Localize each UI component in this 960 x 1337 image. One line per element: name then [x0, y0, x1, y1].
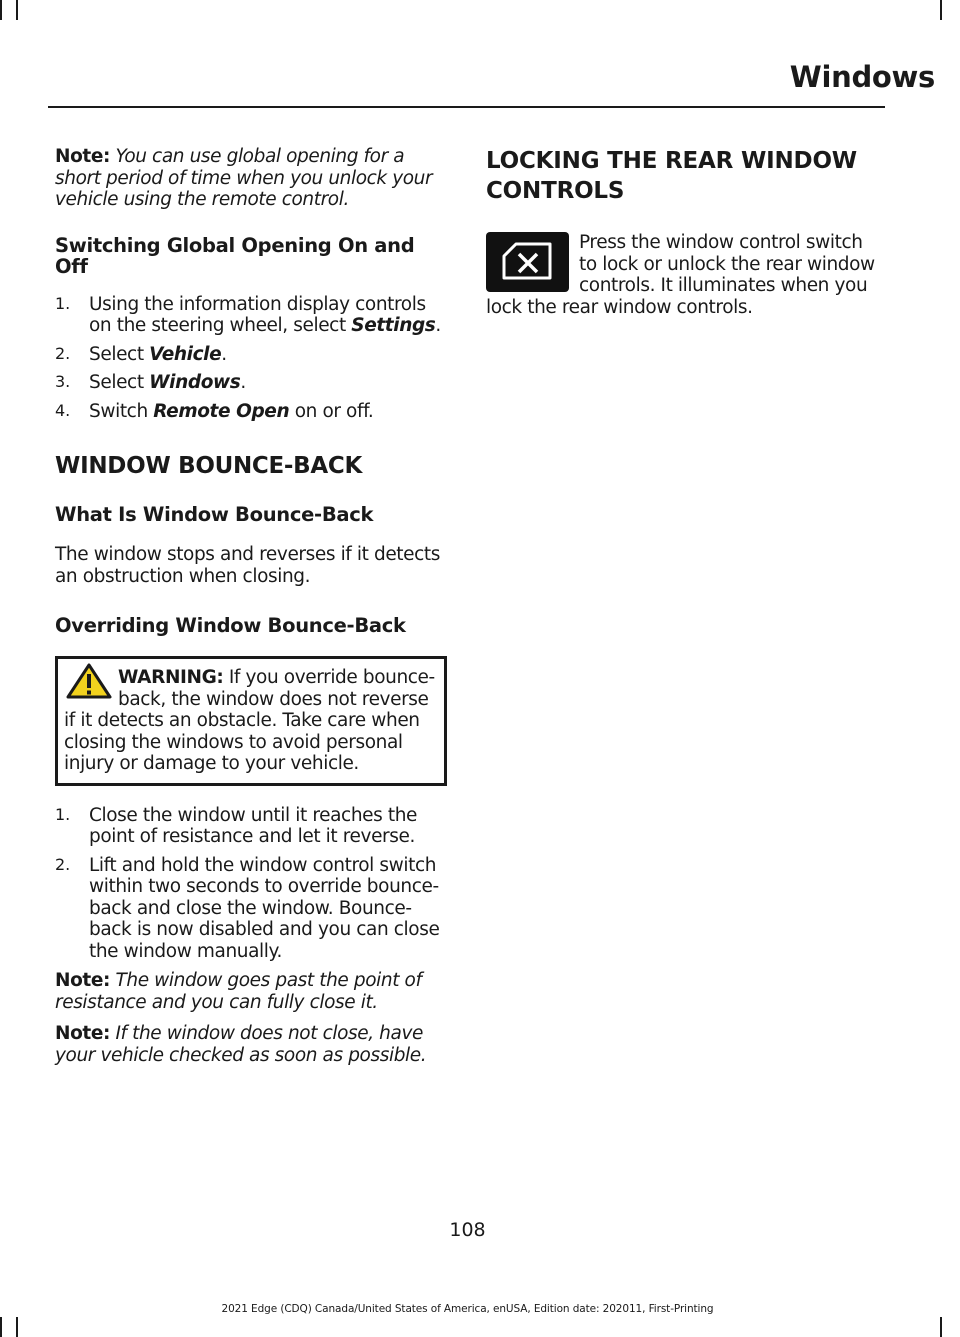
- step-text: Close the window until it reaches the point of resistance and let it reverse.: [89, 804, 418, 847]
- step-text: .: [221, 343, 227, 365]
- list-item: [55, 401, 447, 423]
- crop-mark: [16, 0, 18, 20]
- crop-mark: [0, 1317, 2, 1337]
- crop-mark: [940, 1317, 942, 1337]
- steps-switching: [55, 294, 447, 423]
- note-text: You can use global opening for a short period of time when you unlock your vehicle using the remote control.: [55, 146, 433, 210]
- crop-mark: [16, 1317, 18, 1337]
- step-emphasis: Windows: [149, 372, 241, 393]
- note-past-resistance: [55, 970, 447, 1013]
- step-text: Using the information display controls on the steering wheel, select: [89, 293, 426, 336]
- note-label: Note:: [55, 1023, 110, 1044]
- list-item: [55, 372, 447, 394]
- note-text: The window goes past the point of resistance and you can fully close it.: [55, 970, 422, 1013]
- step-number: 1.: [55, 293, 71, 313]
- window-lock-icon: [486, 232, 569, 292]
- warning-label: WARNING:: [118, 667, 224, 688]
- step-emphasis: Vehicle: [149, 343, 222, 365]
- right-column: [486, 146, 880, 318]
- crop-mark: [0, 0, 2, 20]
- note-not-close: [55, 1023, 447, 1066]
- step-text: Switch: [89, 400, 154, 422]
- step-number: 4.: [55, 400, 71, 420]
- step-number: 2.: [55, 343, 71, 363]
- warning-triangle-icon: [66, 663, 112, 703]
- step-text: .: [240, 372, 246, 393]
- list-item: [55, 805, 447, 848]
- bounce-back-description: The window stops and reverses if it detects an obstruction when closing.: [55, 544, 441, 587]
- step-text: .: [435, 315, 441, 336]
- heading-overriding-bounce-back: Overriding Window Bounce-Back: [55, 614, 406, 637]
- heading-switching-global-opening: Switching Global Opening On and Off: [55, 233, 415, 278]
- step-text: on or off.: [289, 400, 374, 422]
- warning-text: If you override bounce-back, the window does not reverse if it detects an obstacle. Take care when closing the windows to avoid personal injury or damage to your vehicle.: [64, 667, 435, 774]
- heading-locking-rear-window-controls: LOCKING THE REAR WINDOW CONTROLS: [486, 148, 857, 204]
- step-number: 1.: [55, 804, 71, 824]
- note-label: Note:: [55, 146, 110, 167]
- list-item: [55, 344, 447, 366]
- step-text: Lift and hold the window control switch within two seconds to override bounce-back and close the window. Bounce-back is now disabled and you can close the window manually.: [89, 854, 440, 962]
- crop-mark: [940, 0, 942, 20]
- page-number: 108: [449, 1219, 486, 1241]
- list-item: [55, 855, 447, 963]
- warning-box: [55, 656, 447, 786]
- left-column: [55, 146, 447, 1066]
- note-text: If the window does not close, have your vehicle checked as soon as possible.: [55, 1023, 427, 1066]
- page-title: Windows: [789, 60, 935, 94]
- step-number: 2.: [55, 854, 71, 874]
- lock-description: Press the window control switch to lock or unlock the rear window controls. It illuminates when you lock the rear window controls.: [486, 232, 875, 318]
- list-item: [55, 294, 447, 337]
- step-text: Select: [89, 372, 150, 393]
- heading-what-is-bounce-back: What Is Window Bounce-Back: [55, 503, 374, 526]
- steps-overriding: [55, 805, 447, 963]
- step-number: 3.: [55, 372, 71, 391]
- step-text: Select: [89, 343, 150, 365]
- lock-section: [486, 232, 880, 318]
- note-label: Note:: [55, 970, 110, 991]
- edition-footer: 2021 Edge (CDQ) Canada/United States of America, enUSA, Edition date: 202011, First-Printing: [221, 1303, 714, 1315]
- header-rule: [48, 106, 885, 108]
- note-global-opening: [55, 146, 447, 211]
- step-emphasis: Remote Open: [153, 400, 290, 422]
- heading-window-bounce-back: WINDOW BOUNCE-BACK: [55, 453, 362, 479]
- step-emphasis: Settings: [351, 315, 436, 336]
